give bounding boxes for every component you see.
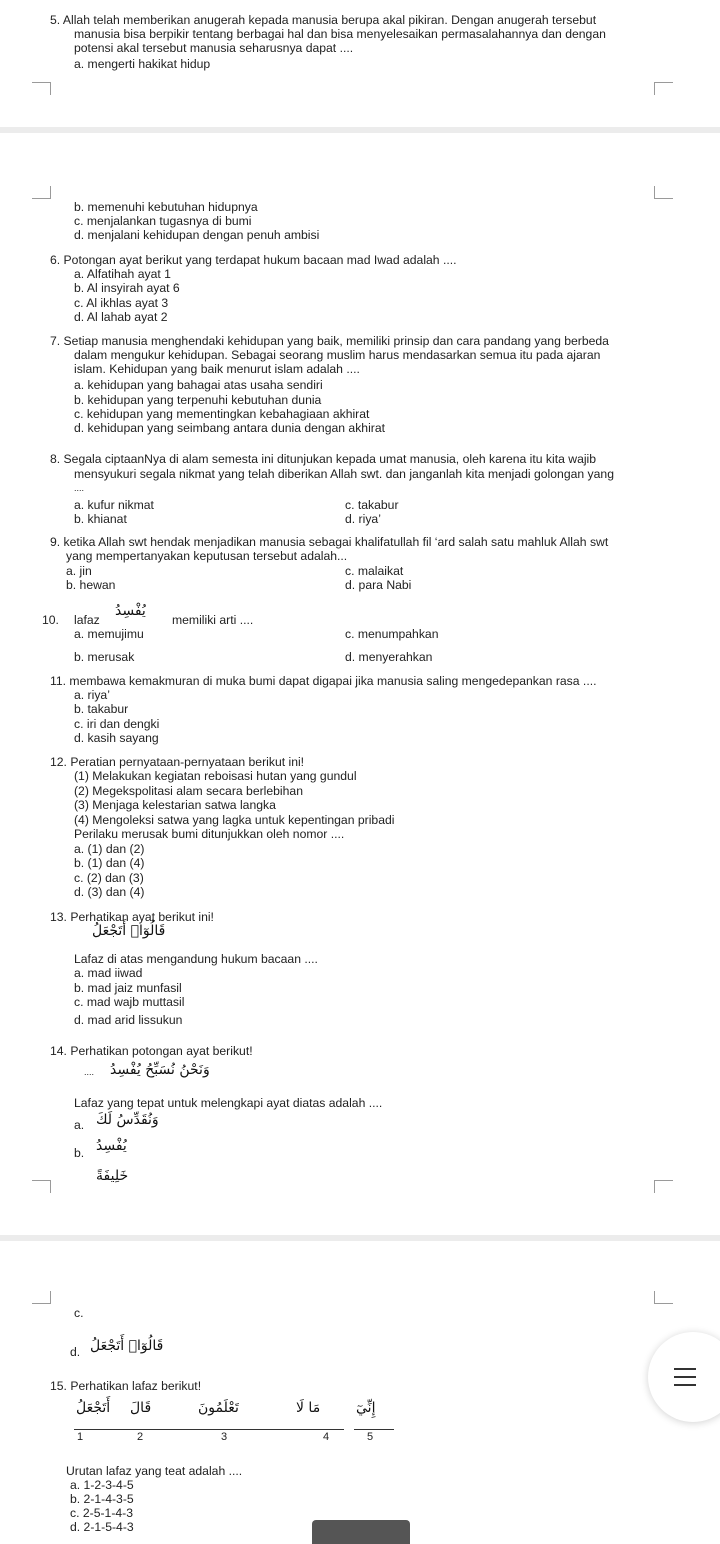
- q9-stem-line2: yang mempertanyakan keputusan tersebut adalah...: [66, 549, 348, 563]
- q15-option-c: c. 2-5-1-4-3: [70, 1506, 133, 1520]
- q8-option-a: a. kufur nikmat: [74, 498, 154, 512]
- q15-stem: 15. Perhatikan lafaz berikut!: [50, 1379, 202, 1393]
- q12-statement-1: (1) Melakukan kegiatan reboisasi hutan yang gundul: [74, 769, 357, 783]
- q15-number-5: 5: [367, 1431, 374, 1443]
- q14-option-a-label: a.: [74, 1118, 85, 1132]
- q7-stem-line3: islam. Kehidupan yang baik menurut islam adalah ....: [74, 362, 360, 376]
- q12-statement-2: (2) Megekspolitasi alam secara berlebihan: [74, 784, 303, 798]
- q14-option-b2-arabic: خَلِيفَةً: [96, 1168, 129, 1184]
- q12-option-b: b. (1) dan (4): [74, 856, 145, 870]
- page-separator: [0, 127, 720, 133]
- q5-stem-line1: 5. Allah telah memberikan anugerah kepada manusia berupa akal pikiran. Dengan anugerah tersebut: [50, 13, 597, 27]
- page-indicator-toast: [312, 1520, 410, 1544]
- q7-option-c: c. kehidupan yang mementingkan kebahagiaan akhirat: [74, 407, 370, 421]
- q5-stem-line3: potensi akal tersebut manusia seharusnya dapat ....: [74, 41, 354, 55]
- q10-stem-pre: lafaz: [74, 613, 100, 627]
- q12-statement-4: (4) Mengoleksi satwa yang lagka untuk kepentingan pribadi: [74, 813, 395, 827]
- q6-option-c: c. Al ikhlas ayat 3: [74, 296, 169, 310]
- q10-option-c: c. menumpahkan: [345, 627, 439, 641]
- q11-option-d: d. kasih sayang: [74, 731, 159, 745]
- q15-word-2: قَالَ: [130, 1400, 152, 1416]
- q13-option-a: a. mad iiwad: [74, 966, 143, 980]
- q15-word-4: مَا لَا: [296, 1400, 321, 1416]
- q9-stem-line1: 9. ketika Allah swt hendak menjadikan manusia sebagai khalifatullah fil ‘ard salah satu mahluk Allah swt: [50, 535, 609, 549]
- crop-mark: [654, 82, 673, 95]
- q5-option-a: a. mengerti hakikat hidup: [74, 57, 211, 71]
- crop-mark: [654, 1180, 673, 1193]
- q12-option-d: d. (3) dan (4): [74, 885, 145, 899]
- q13-prompt: Lafaz di atas mengandung hukum bacaan ....: [74, 952, 318, 966]
- q7-option-d: d. kehidupan yang seimbang antara dunia dengan akhirat: [74, 421, 386, 435]
- q13-arabic-verse: قَالُوٓا۟ أَتَجْعَلُ: [92, 923, 166, 939]
- q15-word-3: تَعْلَمُونَ: [198, 1400, 239, 1416]
- q7-stem-line1: 7. Setiap manusia menghendaki kehidupan yang baik, memiliki prinsip dan cara pandang yang berbeda: [50, 334, 609, 348]
- q13-option-b: b. mad jaiz munfasil: [74, 981, 182, 995]
- q15-prompt: Urutan lafaz yang teat adalah ....: [66, 1464, 243, 1478]
- crop-mark: [32, 1291, 51, 1304]
- q6-option-a: a. Alfatihah ayat 1: [74, 267, 171, 281]
- q15-number-4: 4: [323, 1431, 330, 1443]
- q15-option-b: b. 2-1-4-3-5: [70, 1492, 134, 1506]
- crop-mark: [32, 1180, 51, 1193]
- q14-stem: 14. Perhatikan potongan ayat berikut!: [50, 1044, 253, 1058]
- q5-option-d: d. menjalani kehidupan dengan penuh ambisi: [74, 228, 320, 242]
- q7-option-b: b. kehidupan yang terpenuhi kebutuhan dunia: [74, 393, 322, 407]
- q14-option-b-arabic: يُفْسِدُ: [96, 1138, 127, 1154]
- q6-option-b: b. Al insyirah ayat 6: [74, 281, 180, 295]
- q8-stem-line1: 8. Segala ciptaanNya di alam semesta ini ditunjukan kepada umat manusia, oleh karena itu kita wajib: [50, 452, 597, 466]
- q5-option-b: b. memenuhi kebutuhan hidupnya: [74, 200, 258, 214]
- q6-option-d: d. Al lahab ayat 2: [74, 310, 168, 324]
- q8-option-d: d. riya’: [345, 512, 381, 526]
- q12-option-c: c. (2) dan (3): [74, 871, 144, 885]
- page-separator: [0, 1235, 720, 1241]
- q11-option-a: a. riya’: [74, 688, 110, 702]
- q15-option-d: d. 2-1-5-4-3: [70, 1520, 134, 1534]
- q14-option-c-label: c.: [74, 1306, 84, 1320]
- q15-number-2: 2: [137, 1431, 144, 1443]
- q11-option-b: b. takabur: [74, 702, 129, 716]
- q15-number-3: 3: [221, 1431, 228, 1443]
- crop-mark: [654, 1291, 673, 1304]
- crop-mark: [654, 186, 673, 199]
- menu-button[interactable]: [648, 1332, 720, 1422]
- crop-mark: [32, 82, 51, 95]
- q15-number-1: 1: [77, 1431, 84, 1443]
- q9-option-d: d. para Nabi: [345, 578, 412, 592]
- q8-stem-line3: ....: [74, 483, 85, 493]
- q14-ellipsis: ....: [84, 1067, 95, 1077]
- q5-stem-line2: manusia bisa berpikir tentang berbagai hal dan bisa menyelesaikan permasalahannya dan dengan: [74, 27, 606, 41]
- q9-option-a: a. jin: [66, 564, 92, 578]
- q10-stem-post: memiliki arti ....: [172, 613, 254, 627]
- q9-option-c: c. malaikat: [345, 564, 404, 578]
- q10-arabic-word: يُفْسِدُ: [115, 603, 146, 619]
- q9-option-b: b. hewan: [66, 578, 116, 592]
- q10-option-b: b. merusak: [74, 650, 135, 664]
- q14-option-d-label: d.: [70, 1345, 81, 1359]
- q10-option-d: d. menyerahkan: [345, 650, 433, 664]
- q13-option-c: c. mad wajb muttasil: [74, 995, 185, 1009]
- q13-stem: 13. Perhatikan ayat berikut ini!: [50, 910, 214, 924]
- q13-option-d: d. mad arid lissukun: [74, 1013, 183, 1027]
- q8-option-b: b. khianat: [74, 512, 127, 526]
- q14-arabic-verse: وَنَحْنُ نُسَبِّحُ يُفْسِدُ: [110, 1062, 210, 1078]
- q14-option-d-arabic: قَالُوٓا۟ أَتَجْعَلُ: [90, 1338, 164, 1354]
- q15-option-a: a. 1-2-3-4-5: [70, 1478, 134, 1492]
- q12-prompt: Perilaku merusak bumi ditunjukkan oleh nomor ....: [74, 827, 345, 841]
- q8-stem-line2: mensyukuri segala nikmat yang telah diberikan Allah swt. dan janganlah kita menjadi golongan yang: [74, 467, 614, 481]
- q12-option-a: a. (1) dan (2): [74, 842, 145, 856]
- q15-underline: [354, 1429, 394, 1430]
- q11-stem: 11. membawa kemakmuran di muka bumi dapat digapai jika manusia saling mengedepankan rasa ....: [50, 674, 597, 688]
- q10-option-a: a. memujimu: [74, 627, 144, 641]
- q12-stem: 12. Peratian pernyataan-pernyataan berikut ini!: [50, 755, 305, 769]
- q14-prompt: Lafaz yang tepat untuk melengkapi ayat diatas adalah ....: [74, 1096, 383, 1110]
- q6-stem: 6. Potongan ayat berikut yang terdapat hukum bacaan mad Iwad adalah ....: [50, 253, 457, 267]
- q12-statement-3: (3) Menjaga kelestarian satwa langka: [74, 798, 276, 812]
- q15-underline: [74, 1429, 344, 1430]
- q14-option-b-label: b.: [74, 1146, 85, 1160]
- q14-option-a-arabic: وَنُقَدِّسُ لَكَ: [96, 1112, 159, 1128]
- q15-word-1: أَتَجْعَلُ: [76, 1400, 111, 1416]
- q15-word-5: إِنِّيٓ: [356, 1400, 376, 1416]
- q8-option-c: c. takabur: [345, 498, 399, 512]
- q5-option-c: c. menjalankan tugasnya di bumi: [74, 214, 252, 228]
- q10-number: 10.: [42, 613, 59, 627]
- q7-stem-line2: dalam mengukur kehidupan. Sebagai seorang muslim harus mendasarkan semua itu pada ajaran: [74, 348, 601, 362]
- q7-option-a: a. kehidupan yang bahagai atas usaha sendiri: [74, 378, 323, 392]
- q11-option-c: c. iri dan dengki: [74, 717, 160, 731]
- crop-mark: [32, 186, 51, 199]
